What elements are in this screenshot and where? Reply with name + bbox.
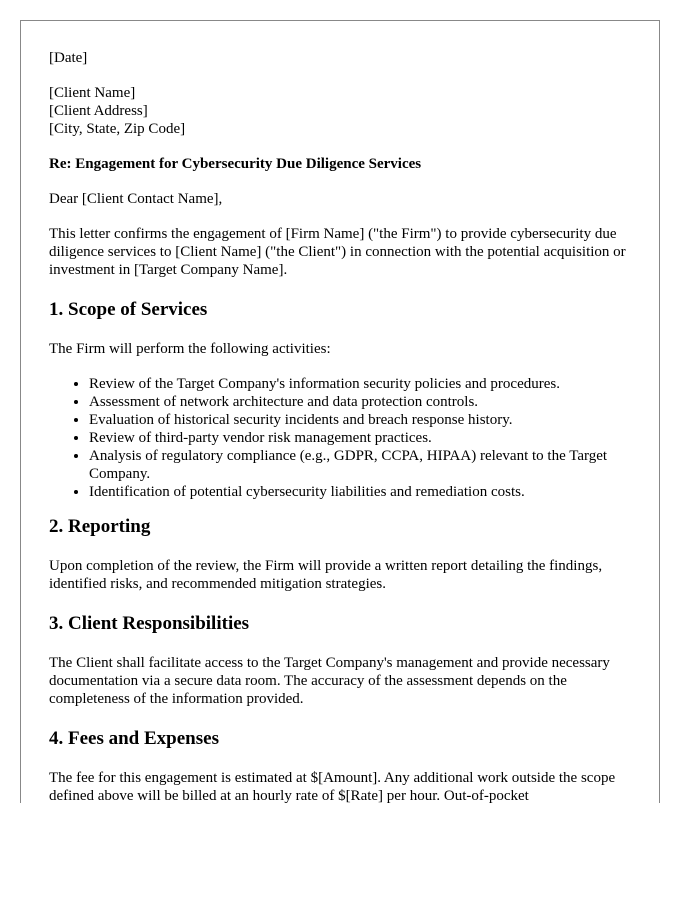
- client-name: [Client Name]: [49, 85, 136, 101]
- section-heading-scope: 1. Scope of Services: [49, 299, 208, 320]
- scope-intro: The Firm will perform the following activities:: [49, 341, 331, 357]
- list-item: • Assessment of network architecture and data protection controls.: [89, 393, 634, 411]
- list-item: • Analysis of regulatory compliance (e.g., GDPR, CCPA, HIPAA) relevant to the Target Company.: [89, 447, 634, 483]
- scope-list: [49, 375, 634, 501]
- fees-paragraph: The fee for this engagement is estimated at $[Amount]. Any additional work outside the scope defined above will be billed at an hourly rate of $[Rate] per hour. Out-of-pocket: [49, 770, 616, 803]
- list-item: • Review of third-party vendor risk management practices.: [89, 429, 634, 447]
- reporting-paragraph: Upon completion of the review, the Firm will provide a written report detailing the findings, identified risks, and recommended mitigation strategies.: [49, 558, 603, 592]
- client-address: [Client Address]: [49, 103, 148, 119]
- section-heading-fees: 4. Fees and Expenses: [49, 728, 219, 749]
- subject-line: Re: Engagement for Cybersecurity Due Diligence Services: [49, 156, 422, 172]
- salutation: Dear [Client Contact Name],: [49, 191, 223, 207]
- letter-page: [20, 20, 660, 803]
- list-item: • Identification of potential cybersecurity liabilities and remediation costs.: [89, 483, 634, 501]
- list-item: • Evaluation of historical security incidents and breach response history.: [89, 411, 634, 429]
- intro-paragraph: This letter confirms the engagement of [Firm Name] ("the Firm") to provide cybersecurity due diligence services to [Client Name] ("the Client") in connection with the potential acquisition or investment in [Target Company Name].: [49, 226, 626, 278]
- client-address-block: [49, 84, 634, 138]
- section-heading-client-responsibilities: 3. Client Responsibilities: [49, 613, 250, 634]
- section-heading-reporting: 2. Reporting: [49, 516, 151, 537]
- letter-date: [Date]: [49, 50, 88, 66]
- list-item: • Review of the Target Company's information security policies and procedures.: [89, 375, 634, 393]
- client-city-state-zip: [City, State, Zip Code]: [49, 121, 186, 137]
- client-responsibilities-paragraph: The Client shall facilitate access to the Target Company's management and provide necessary documentation via a secure data room. The accuracy of the assessment depends on the completeness of the information provided.: [49, 655, 610, 707]
- letter-content: [49, 49, 634, 803]
